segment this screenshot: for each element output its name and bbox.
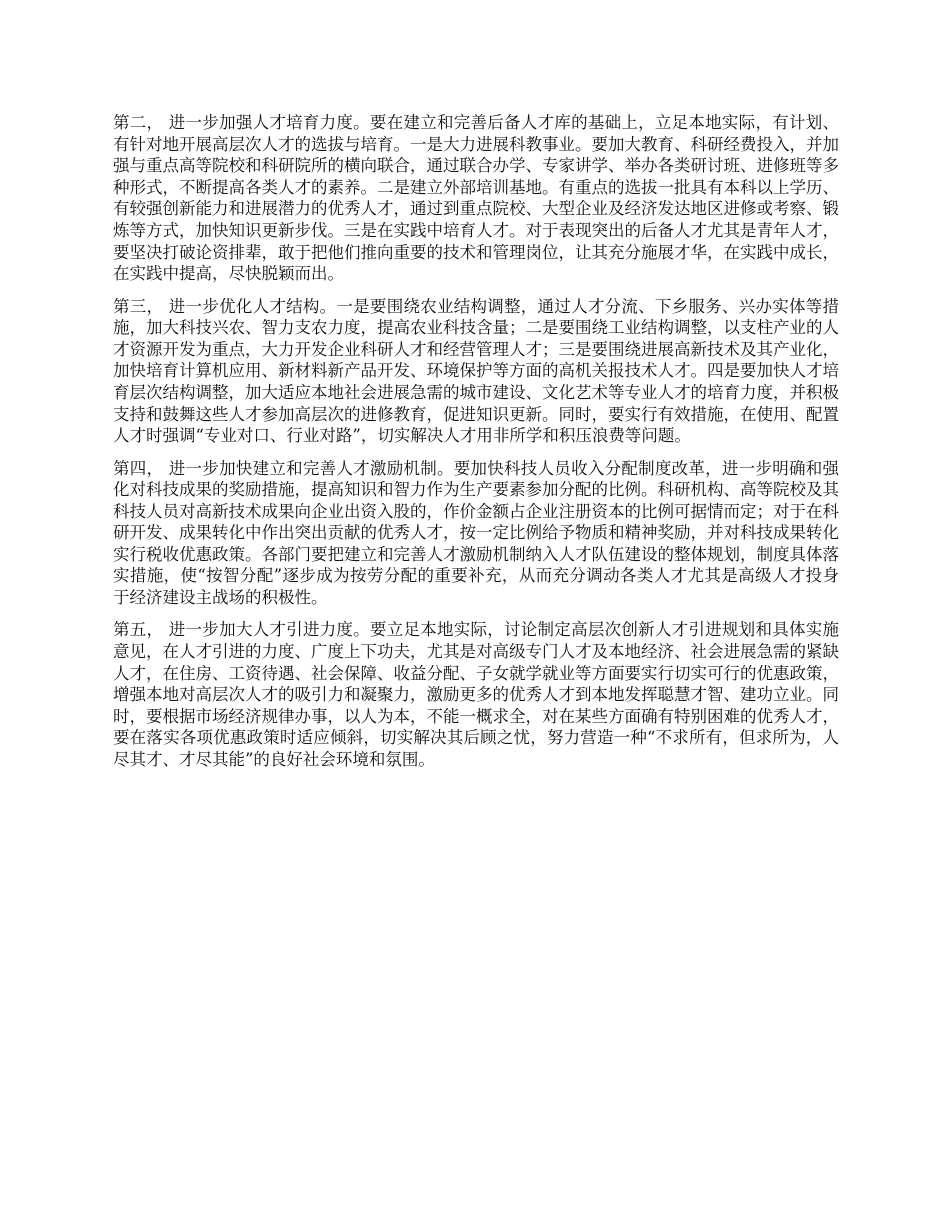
paragraph-fifth: 第五， 进一步加大人才引进力度。要立足本地实际，讨论制定高层次创新人才引进规划和具体实施意见，在人才引进的力度、广度上下功夫，尤其是对高级专门人才及本地经济、社会进展急需的紧缺人才，在住房、工资待遇、社会保障、收益分配、子女就学就业等方面要实行切实可行的优惠政策，增强本地对高层次人才的吸引力和凝聚力，激励更多的优秀人才到本地发挥聪慧才智、建功立业。同时，要根据市场经济规律办事，以人为本，不能一概求全，对在某些方面确有特别困难的优秀人才，要在落实各项优惠政策时适应倾斜，切实解决其后顾之忧，努力营造一种“不求所有，但求所为，人尽其才、才尽其能”的良好社会环境和氛围。 — [113, 620, 839, 770]
paragraph-second: 第二， 进一步加强人才培育力度。要在建立和完善后备人才库的基础上，立足本地实际，有计划、有针对地开展高层次人才的选拔与培育。一是大力进展科教事业。要加大教育、科研经费投入，并加强与重点高等院校和科研院所的横向联合，通过联合办学、专家讲学、举办各类研讨班、进修班等多种形式，不断提高各类人才的素养。二是建立外部培训基地。有重点的选拔一批具有本科以上学历、有较强创新能力和进展潜力的优秀人才，通过到重点院校、大型企业及经济发达地区进修或考察、锻炼等方式，加快知识更新步伐。三是在实践中培育人才。对于表现突出的后备人才尤其是青年人才，要坚决打破论资排辈，敢于把他们推向重要的技术和管理岗位，让其充分施展才华，在实践中成长，在实践中提高，尽快脱颖而出。 — [113, 113, 839, 284]
paragraph-third: 第三， 进一步优化人才结构。一是要围绕农业结构调整，通过人才分流、下乡服务、兴办实体等措施，加大科技兴农、智力支农力度，提高农业科技含量；二是要围绕工业结构调整，以支柱产业的人才资源开发为重点，大力开发企业科研人才和经营管理人才；三是要围绕进展高新技术及其产业化，加快培育计算机应用、新材料新产品开发、环境保护等方面的高机关报技术人才。四是要加快人才培育层次结构调整，加大适应本地社会进展急需的城市建设、文化艺术等专业人才的培育力度，并积极支持和鼓舞这些人才参加高层次的进修教育，促进知识更新。同时，要实行有效措施，在使用、配置人才时强调“专业对口、行业对路”，切实解决人才用非所学和积压浪费等问题。 — [113, 296, 839, 446]
paragraph-fourth: 第四， 进一步加快建立和完善人才激励机制。要加快科技人员收入分配制度改革，进一步明确和强化对科技成果的奖励措施，提高知识和智力作为生产要素参加分配的比例。科研机构、高等院校及其科技人员对高新技术成果向企业出资入股的，作价金额占企业注册资本的比例可据情而定；对于在科研开发、成果转化中作出突出贡献的优秀人才，按一定比例给予物质和精神奖励，并对科技成果转化实行税收优惠政策。各部门要把建立和完善人才激励机制纳入人才队伍建设的整体规划，制度具体落实措施，使“按智分配”逐步成为按劳分配的重要补充，从而充分调动各类人才尤其是高级人才投身于经济建设主战场的积极性。 — [113, 458, 839, 608]
document-body — [113, 112, 839, 781]
